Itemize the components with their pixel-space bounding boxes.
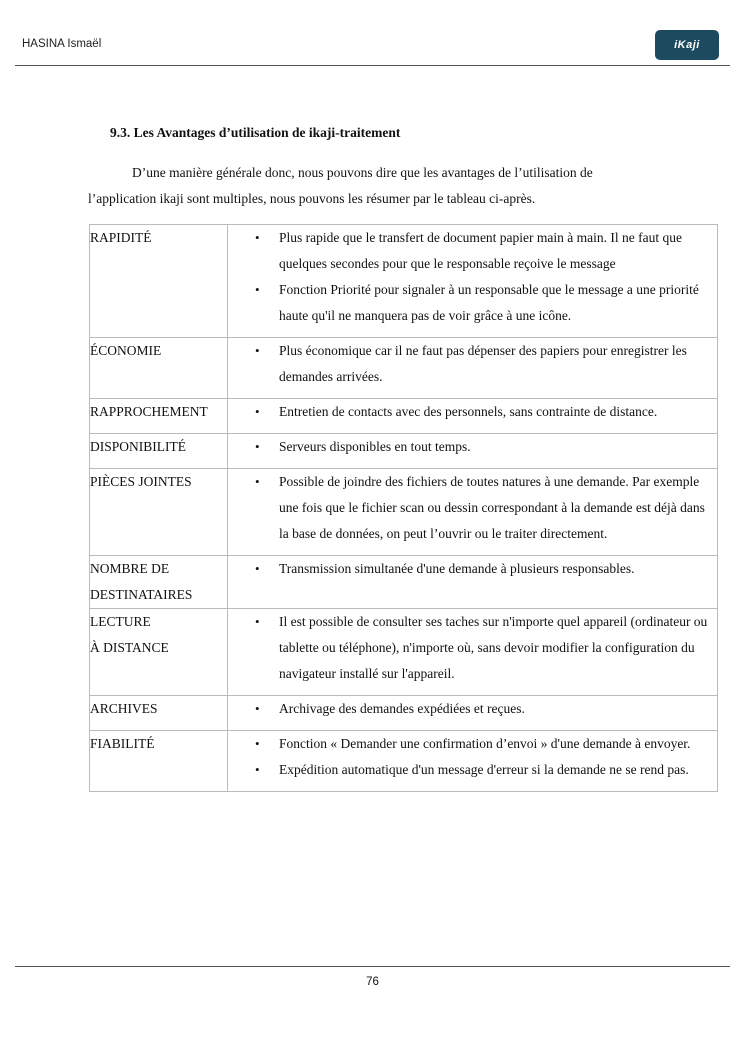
table-row bbox=[90, 469, 718, 556]
advantage-label bbox=[90, 556, 228, 609]
table-row bbox=[90, 696, 718, 731]
advantage-label bbox=[90, 731, 228, 792]
advantages-table bbox=[89, 224, 718, 792]
table-row bbox=[90, 434, 718, 469]
advantage-label bbox=[90, 225, 228, 338]
section-title: 9.3. Les Avantages d’utilisation de ikaji-traitement bbox=[110, 125, 401, 140]
advantage-label bbox=[90, 469, 228, 556]
table-row bbox=[90, 225, 718, 338]
advantage-label-line: DESTINATAIRES bbox=[90, 587, 193, 602]
intro-paragraph bbox=[88, 160, 678, 212]
bullet-item: • Plus rapide que le transfert de document papier main à main. Il ne faut que quelques secondes pour que le responsable reçoive le message bbox=[228, 225, 713, 277]
advantage-description bbox=[228, 696, 718, 731]
advantage-description bbox=[228, 556, 718, 609]
advantage-description bbox=[228, 434, 718, 469]
bullet-list bbox=[228, 225, 717, 337]
bullet-list bbox=[228, 556, 717, 590]
bullet-item: • Fonction « Demander une confirmation d’envoi » d'une demande à envoyer. bbox=[228, 731, 713, 757]
bullet-item: • Transmission simultanée d'une demande à plusieurs responsables. bbox=[228, 556, 713, 582]
bullet-list bbox=[228, 609, 717, 695]
page-number: 76 bbox=[366, 976, 379, 988]
bullet-list bbox=[228, 469, 717, 555]
table-row bbox=[90, 731, 718, 792]
advantage-label bbox=[90, 338, 228, 399]
table-row bbox=[90, 338, 718, 399]
advantage-label-line: FIABILITÉ bbox=[90, 736, 155, 751]
header-divider bbox=[15, 65, 730, 66]
table-row bbox=[90, 556, 718, 609]
advantage-label-line: PIÈCES JOINTES bbox=[90, 474, 192, 489]
bullet-list bbox=[228, 434, 717, 468]
advantage-description bbox=[228, 469, 718, 556]
footer-divider bbox=[15, 966, 730, 967]
advantage-description bbox=[228, 609, 718, 696]
bullet-item: • Serveurs disponibles en tout temps. bbox=[228, 434, 713, 460]
bullet-item: • Plus économique car il ne faut pas dépenser des papiers pour enregistrer les demandes arrivées. bbox=[228, 338, 713, 390]
advantage-label-line: À DISTANCE bbox=[90, 640, 169, 655]
intro-line-2: l’application ikaji sont multiples, nous pouvons les résumer par le tableau ci-après. bbox=[88, 191, 536, 206]
table-row bbox=[90, 399, 718, 434]
advantage-label-line: DISPONIBILITÉ bbox=[90, 439, 186, 454]
advantage-description bbox=[228, 731, 718, 792]
advantage-label bbox=[90, 696, 228, 731]
bullet-item: • Fonction Priorité pour signaler à un responsable que le message a une priorité haute qu'il ne manquera pas de voir grâce à une icône. bbox=[228, 277, 713, 329]
advantage-label bbox=[90, 609, 228, 696]
advantage-label-line: RAPIDITÉ bbox=[90, 230, 152, 245]
advantage-label-line: LECTURE bbox=[90, 614, 151, 629]
advantage-description bbox=[228, 399, 718, 434]
advantage-label-line: ÉCONOMIE bbox=[90, 343, 162, 358]
advantage-label-line: ARCHIVES bbox=[90, 701, 158, 716]
bullet-list bbox=[228, 696, 717, 730]
advantage-label bbox=[90, 399, 228, 434]
bullet-list bbox=[228, 399, 717, 433]
advantage-description bbox=[228, 338, 718, 399]
advantage-label bbox=[90, 434, 228, 469]
advantages-table-body bbox=[90, 225, 718, 792]
bullet-item: • Il est possible de consulter ses taches sur n'importe quel appareil (ordinateur ou tablette ou téléphone), n'importe où, sans devoir modifier la configuration du navigateur installé sur l'appareil. bbox=[228, 609, 713, 687]
ikaji-logo: iKaji bbox=[655, 30, 719, 60]
table-row bbox=[90, 609, 718, 696]
advantage-label-line: NOMBRE DE bbox=[90, 561, 170, 576]
bullet-item: • Expédition automatique d'un message d'erreur si la demande ne se rend pas. bbox=[228, 757, 713, 783]
intro-line-1: D’une manière générale donc, nous pouvons dire que les avantages de l’utilisation de bbox=[132, 165, 593, 180]
header-author: HASINA Ismaël bbox=[22, 38, 102, 50]
bullet-item: • Possible de joindre des fichiers de toutes natures à une demande. Par exemple une fois que le fichier scan ou dessin correspondant à la demande est déjà dans la base de données, on peut l’ouvrir ou le traiter directement. bbox=[228, 469, 713, 547]
bullet-item: • Entretien de contacts avec des personnels, sans contrainte de distance. bbox=[228, 399, 713, 425]
bullet-list bbox=[228, 731, 717, 791]
bullet-list bbox=[228, 338, 717, 398]
advantage-description bbox=[228, 225, 718, 338]
bullet-item: • Archivage des demandes expédiées et reçues. bbox=[228, 696, 713, 722]
advantage-label-line: RAPPROCHEMENT bbox=[90, 404, 208, 419]
